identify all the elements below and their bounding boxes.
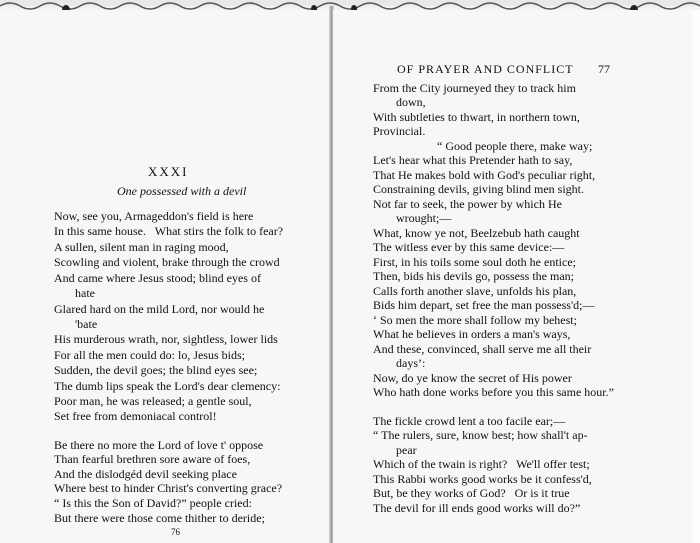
poem-line: “ Is this the Son of David?” people cried: — [54, 496, 252, 510]
running-head: OF PRAYER AND CONFLICT — [397, 62, 574, 76]
poem-line: “ The rulers, sure, know best; how shall't ap- — [373, 428, 588, 442]
poem-line: With subtleties to thwart, in northern town, — [373, 110, 580, 124]
poem-line: The devil for ill ends good works will do?” — [373, 501, 581, 515]
poem-line: His murderous wrath, nor, sightless, lower lids — [54, 332, 278, 346]
poem-line: The witless ever by this same device:— — [373, 240, 565, 254]
poem-line: And the dislodgéd devil seeking place — [54, 467, 237, 481]
poem-line: Than fearful brethren sore aware of foes, — [54, 452, 251, 466]
poem-line: Bids him depart, set free the man possess'd;— — [373, 298, 595, 312]
poem-line: This Rabbi works good works be it confess'd, — [373, 472, 592, 486]
poem-line: Glared hard on the mild Lord, nor would he — [54, 302, 265, 316]
poem-line: Set free from demoniacal control! — [54, 409, 217, 423]
poem-line: But there were those come thither to deride; — [54, 511, 265, 525]
poem-line: Poor man, he was released; a gentle soul, — [54, 394, 252, 408]
poem-line: From the City journeyed they to track him — [373, 81, 576, 95]
poem-line: The dumb lips speak the Lord's dear clemency: — [54, 379, 281, 393]
page-number-right: 77 — [598, 62, 610, 76]
poem-line: And came where Jesus stood; blind eyes of — [54, 271, 261, 285]
poem-line: And these, convinced, shall serve me all their — [373, 342, 592, 356]
poem-line: days’: — [396, 356, 426, 370]
poem-line: Which of the twain is right? We'll offer test; — [373, 457, 590, 471]
poem-line: Then, bids his devils go, possess the man; — [373, 269, 574, 283]
poem-line: What he believes in orders a man's ways, — [373, 327, 571, 341]
chapter-title: One possessed with a devil — [117, 184, 247, 198]
poem-line: Now, do ye know the secret of His power — [373, 371, 572, 385]
poem-line: Be there no more the Lord of love t' oppose — [54, 438, 264, 452]
poem-line: Not far to seek, the power by which He — [373, 197, 562, 211]
poem-line: That He makes bold with God's peculiar right, — [373, 168, 596, 182]
poem-line: wrought;— — [396, 211, 452, 225]
poem-line: For all the men could do: lo, Jesus bids; — [54, 348, 245, 362]
page-edge — [692, 10, 700, 543]
poem-line: Who hath done works before you this same hour.” — [373, 385, 614, 399]
poem-line: pear — [396, 443, 417, 457]
poem-line: Calls forth another slave, unfolds his plan, — [373, 284, 577, 298]
poem-line: Provincial. — [373, 124, 426, 138]
poem-line: “ Good people there, make way; — [437, 139, 593, 153]
poem-line: Sudden, the devil goes; the blind eyes see; — [54, 363, 258, 377]
poem-line: But, be they works of God? Or is it true — [373, 486, 570, 500]
poem-line: In this same house. What stirs the folk to fear? — [54, 224, 284, 238]
poem-line: Scowling and violent, brake through the crowd — [54, 255, 280, 269]
poem-line: Where best to hinder Christ's converting grace? — [54, 481, 283, 495]
poem-line: 'bate — [75, 317, 98, 331]
poem-line: Let's hear what this Pretender hath to say, — [373, 153, 573, 167]
poem-line: Now, see you, Armageddon's field is here — [54, 209, 254, 223]
poem-line: First, in his toils some soul doth he entice; — [373, 255, 576, 269]
chapter-number: XXXI — [148, 164, 189, 179]
poem-line: Constraining devils, giving blind men sight. — [373, 182, 584, 196]
poem-line: The fickle crowd lent a too facile ear;— — [373, 414, 566, 428]
poem-line: ‘ So men the more shall follow my behest; — [373, 313, 577, 327]
page-number-left: 76 — [171, 527, 180, 537]
poem-line: down, — [396, 95, 426, 109]
poem-line: What, know ye not, Beelzebub hath caught — [373, 226, 580, 240]
poem-line: A sullen, silent man in raging mood, — [54, 240, 229, 254]
poem-line: hate — [75, 286, 95, 300]
